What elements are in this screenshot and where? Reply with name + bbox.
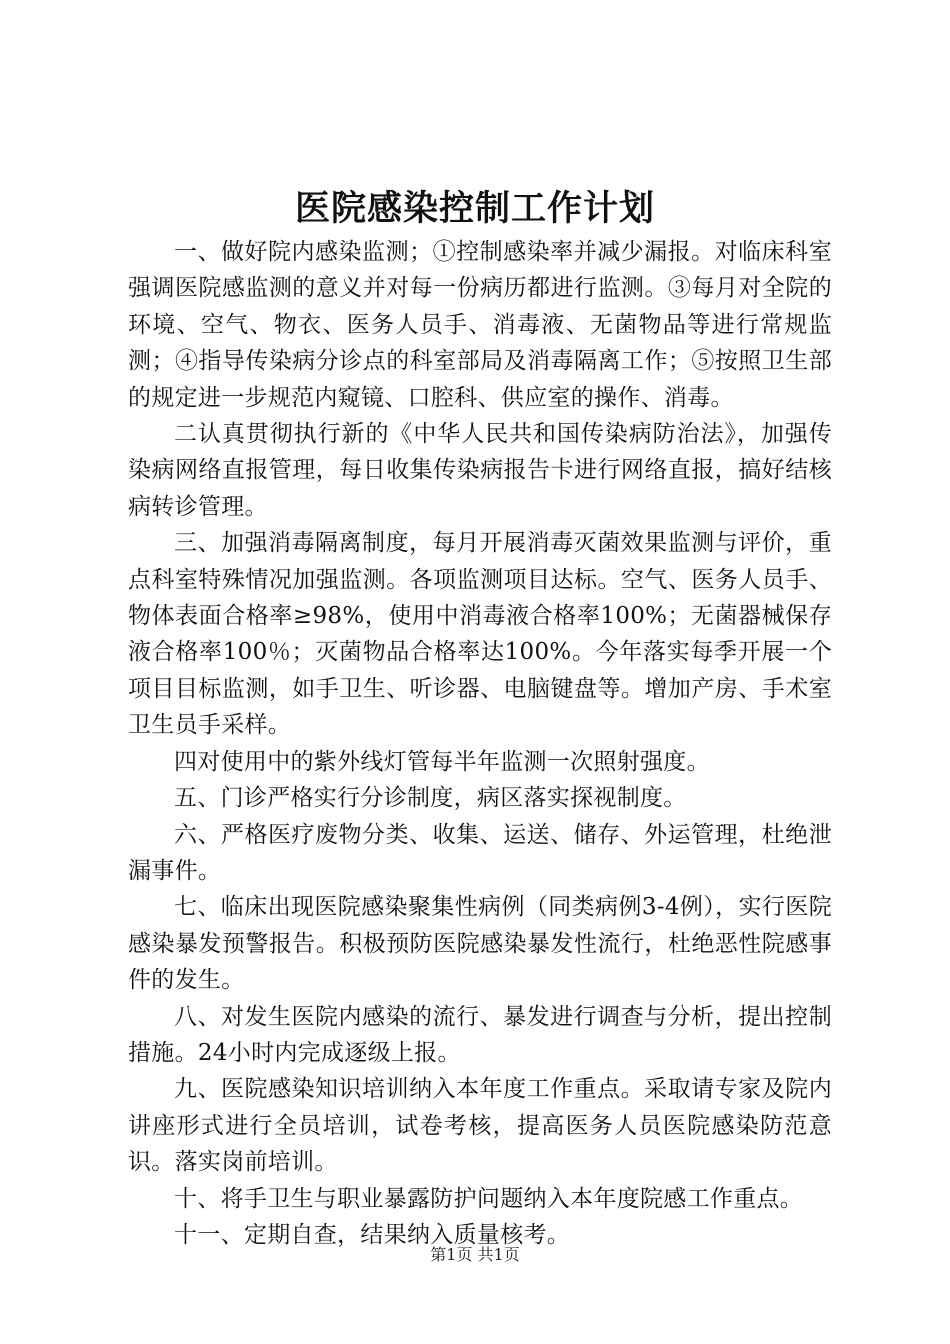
paragraph-1: 一、做好院内感染监测；①控制感染率并减少漏报。对临床科室强调医院感监测的意义并对每一份病历都进行监测。③每月对全院的环境、空气、物衣、医务人员手、消毒液、无菌物品等进行常规监测；④指导传染病分诊点的科室部局及消毒隔离工作；⑤按照卫生部的规定进一步规范内窥镜、口腔科、供应室的操作、消毒。	[128, 239, 832, 411]
page-number-footer: 第1页 共1页	[430, 1245, 520, 1264]
paragraph-7: 七、临床出现医院感染聚集性病例（同类病例3-4例），实行医院感染暴发预警报告。积极预防医院感染暴发性流行，杜绝恶性院感事件的发生。	[128, 894, 832, 994]
paragraph-9: 九、医院感染知识培训纳入本年度工作重点。采取请专家及院内讲座形式进行全员培训，试卷考核，提高医务人员医院感染防范意识。落实岗前培训。	[128, 1076, 832, 1176]
document-body	[128, 234, 832, 1253]
document-title: 医院感染控制工作计划	[294, 188, 655, 229]
paragraph-10: 十、将手卫生与职业暴露防护问题纳入本年度院感工作重点。	[174, 1185, 804, 1212]
paragraph-6: 六、严格医疗废物分类、收集、运送、储存、外运管理，杜绝泄漏事件。	[128, 821, 832, 884]
paragraph-4: 四对使用中的紫外线灯管每半年监测一次照射强度。	[174, 748, 710, 775]
paragraph-5: 五、门诊严格实行分诊制度，病区落实探视制度。	[174, 785, 687, 812]
paragraph-11: 十一、定期自查，结果纳入质量核考。	[174, 1221, 571, 1248]
paragraph-3: 三、加强消毒隔离制度，每月开展消毒灭菌效果监测与评价，重点科室特殊情况加强监测。各项监测项目达标。空气、医务人员手、物体表面合格率≥98%，使用中消毒液合格率100%；无菌器械保存液合格率100％；灭菌物品合格率达100%。今年落实每季开展一个项目目标监测，如手卫生、听诊器、电脑键盘等。增加产房、手术室卫生员手采样。	[128, 530, 832, 739]
paragraph-2: 二认真贯彻执行新的《中华人民共和国传染病防治法》，加强传染病网络直报管理，每日收集传染病报告卡进行网络直报，搞好结核病转诊管理。	[128, 421, 832, 520]
paragraph-8: 八、对发生医院内感染的流行、暴发进行调查与分析，提出控制措施。24小时内完成逐级上报。	[128, 1003, 832, 1066]
